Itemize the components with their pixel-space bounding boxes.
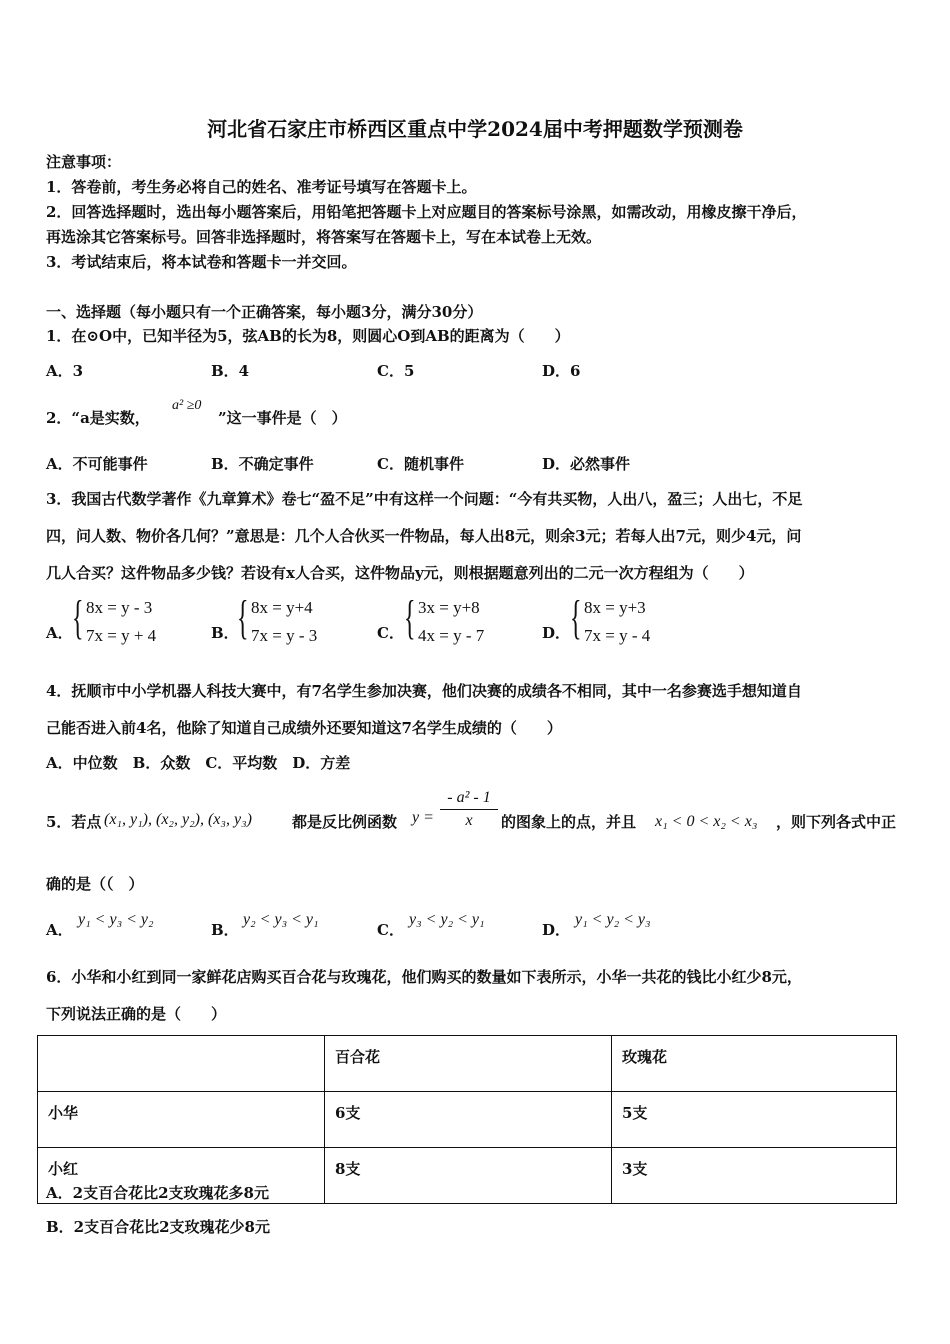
question-3-line: 几人合买？这件物品多少钱？若设有x人合买，这件物品y元，则根据题意列出的二元一次方程组为（ ）	[46, 564, 754, 582]
table-cell: 小华	[38, 1092, 325, 1148]
q5-option-a-label: A．	[46, 921, 73, 939]
q2-option-a: A．不可能事件	[46, 455, 148, 473]
question-5-mid: 都是反比例函数	[292, 813, 398, 831]
q3-option-d-eq1: 8x = y+3	[584, 598, 646, 617]
q3-option-a-eq1: 8x = y - 3	[86, 598, 153, 617]
table-header-row	[38, 1036, 897, 1092]
q3-option-c-eq1: 3x = y+8	[418, 598, 480, 617]
q1-option-b: B．4	[211, 362, 250, 380]
question-5-line2: 确的是（（ ）	[46, 875, 144, 893]
q1-option-c: C．5	[377, 362, 415, 380]
question-2-stem-post: ”这一事件是（ ）	[218, 409, 347, 427]
q5-fraction	[440, 789, 498, 830]
question-6-line: 下列说法正确的是（ ）	[46, 1005, 227, 1023]
q3-option-b-eq1: 8x = y+4	[251, 598, 313, 617]
table-row	[38, 1092, 897, 1148]
question-2-stem-pre: 2．“a是实数，	[46, 409, 150, 427]
left-brace: {	[570, 591, 582, 644]
table-cell: 6支	[325, 1092, 612, 1148]
left-brace: {	[72, 591, 84, 644]
table-cell: 3支	[612, 1148, 897, 1204]
q2-option-c: C．随机事件	[377, 455, 464, 473]
fraction-bar	[440, 809, 498, 810]
section-heading: 一、选择题（每小题只有一个正确答案，每小题3分，满分30分）	[46, 303, 483, 321]
q3-option-d-eq2: 7x = y - 4	[584, 626, 651, 645]
question-5-pre: 5．若点	[46, 813, 102, 831]
q5-option-b-expr: y₂ < y₃ < y₁	[243, 911, 319, 928]
q5-option-c-expr: y₃ < y₂ < y₁	[409, 911, 485, 928]
q5-option-a-expr: y₁ < y₃ < y₂	[78, 911, 154, 928]
left-brace: {	[237, 591, 249, 644]
q3-option-c-eq2: 4x = y - 7	[418, 626, 485, 645]
question-5-post: ，则下列各式中正	[776, 813, 897, 831]
left-brace: {	[404, 591, 416, 644]
table-cell: 8支	[325, 1148, 612, 1204]
page-title: 河北省石家庄市桥西区重点中学2024届中考押题数学预测卷	[207, 117, 743, 141]
table-header-cell: 玫瑰花	[612, 1036, 897, 1092]
q5-denominator: x	[465, 812, 473, 829]
question-1-stem: 1．在⊙O中，已知半径为5，弦AB的长为8，则圆心O到AB的距离为（ ）	[46, 327, 570, 345]
q5-numerator: - a² - 1	[447, 789, 491, 806]
table-header-cell: 百合花	[325, 1036, 612, 1092]
question-3-line: 四，问人数、物价各几何？”意思是：几个人合伙买一件物品，每人出8元，则余3元；若每人出7元，则少4元，问	[46, 527, 802, 545]
notice-item: 再选涂其它答案标号。回答非选择题时，将答案写在答题卡上，写在本试卷上无效。	[46, 228, 602, 246]
q5-option-d-label: D．	[542, 921, 571, 939]
q5-points: (x₁, y₁), (x₂, y₂), (x₃, y₃)	[104, 811, 252, 828]
q3-option-a-eq2: 7x = y + 4	[86, 626, 157, 645]
q6-option-a: A．2支百合花比2支玫瑰花多8元	[46, 1184, 269, 1202]
table-cell: 5支	[612, 1092, 897, 1148]
notice-item: 1．答卷前，考生务必将自己的姓名、准考证号填写在答题卡上。	[46, 178, 477, 196]
q2-inequality: a² ≥0	[172, 398, 202, 413]
q5-option-b-label: B．	[211, 921, 239, 939]
question-4-line: 4．抚顺市中小学机器人科技大赛中，有7名学生参加决赛，他们决赛的成绩各不相同，其中一名参赛选手想知道自	[46, 682, 802, 700]
q1-option-a: A．3	[46, 362, 84, 380]
q2-option-d: D．必然事件	[542, 455, 631, 473]
question-6-line: 6．小华和小红到同一家鲜花店购买百合花与玫瑰花，他们购买的数量如下表所示，小华一共花的钱比小红少8元，	[46, 968, 802, 986]
table-cell: 小红	[38, 1148, 325, 1204]
notice-item: 3．考试结束后，将本试卷和答题卡一并交回。	[46, 253, 357, 271]
q1-option-d: D．6	[542, 362, 581, 380]
question-4-line: 己能否进入前4名，他除了知道自己成绩外还要知道这7名学生成绩的（ ）	[46, 719, 562, 737]
table-header-cell	[38, 1036, 325, 1092]
question-3-line: 3．我国古代数学著作《九章算术》卷七“盈不足”中有这样一个问题：“今有共买物，人出八，盈三；人出七，不足	[46, 490, 803, 508]
q3-option-a-label: A．	[46, 624, 73, 642]
notice-item: 2．回答选择题时，选出每小题答案后，用铅笔把答题卡上对应题目的答案标号涂黑，如需改动，用橡皮擦干净后，	[46, 203, 807, 221]
q5-condition: x₁ < 0 < x₂ < x₃	[655, 813, 758, 830]
q3-option-d-label: D．	[542, 624, 571, 642]
q2-option-b: B．不确定事件	[211, 455, 314, 473]
flower-table	[37, 1035, 897, 1204]
notice-heading: 注意事项：	[46, 153, 122, 171]
question-5-mid2: 的图象上的点，并且	[501, 813, 637, 831]
q6-option-b: B．2支百合花比2支玫瑰花少8元	[46, 1218, 270, 1236]
q3-option-b-label: B．	[211, 624, 239, 642]
q5-option-c-label: C．	[377, 921, 404, 939]
q3-option-c-label: C．	[377, 624, 404, 642]
q4-options: A．中位数 B．众数 C．平均数 D．方差	[46, 754, 351, 772]
q5-function-lhs: y =	[412, 809, 434, 826]
q5-option-d-expr: y₁ < y₂ < y₃	[575, 911, 651, 928]
q3-option-b-eq2: 7x = y - 3	[251, 626, 318, 645]
